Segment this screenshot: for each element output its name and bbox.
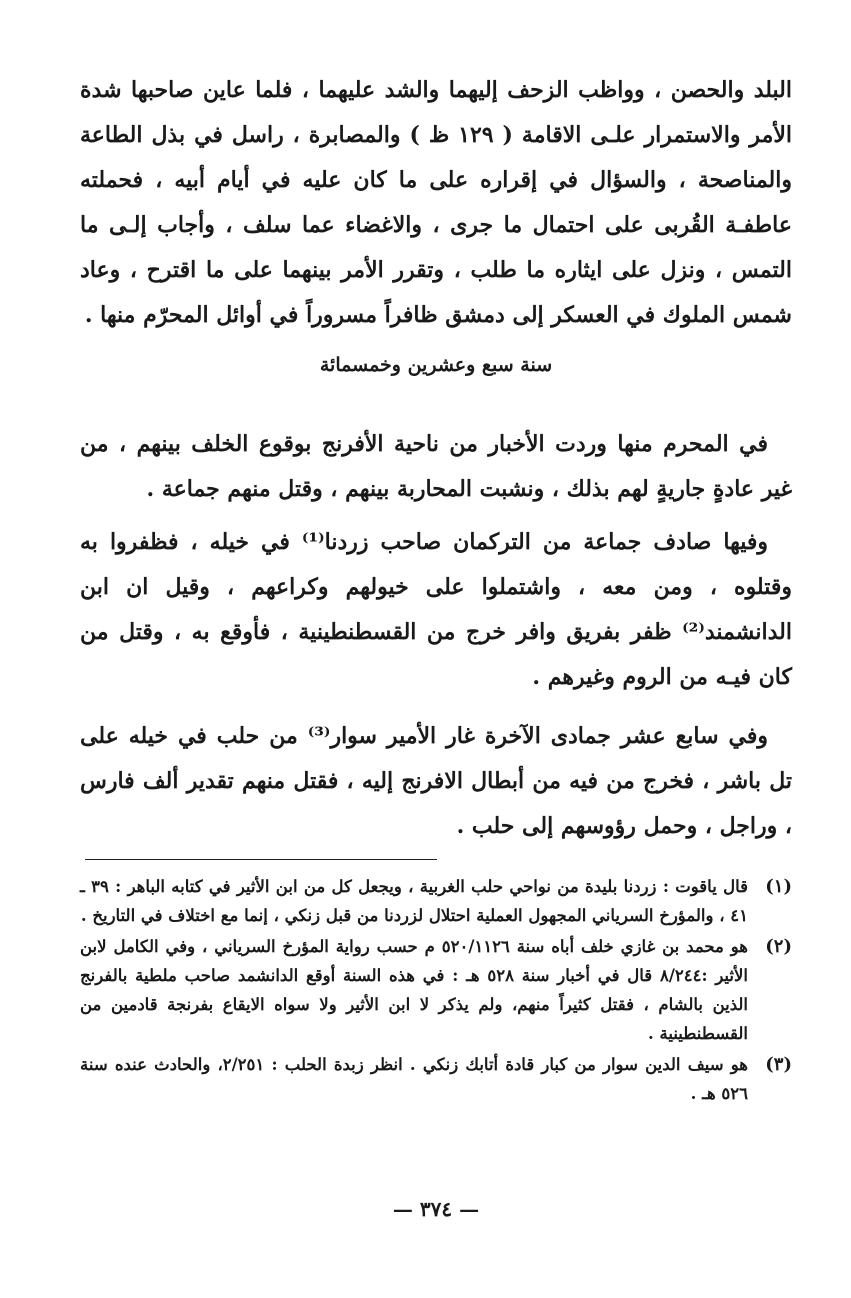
footnote-text: هو سيف الدين سوار من كبار قادة أتابك زنكي . انظر زبدة الحلب : ٢/٢٥١، والحادث عنده سنة ٥٢٦ هـ .: [80, 1055, 748, 1103]
footnotes: [80, 872, 792, 1110]
footnote-number: (٢): [765, 936, 792, 957]
footnote-3: [80, 1050, 792, 1108]
paragraph-sawar: وفي سابع عشر جمادى الآخرة غار الأمير سوار⁽³⁾ من حلب في خيله على تل باشر ، فخرج من فيه من أبطال الافرنج إليه ، فقتل منهم تقدير ألف فارس ، وراجل ، وحمل رؤوسهم إلى حلب .: [80, 723, 792, 839]
footnote-number: (٣): [765, 1054, 792, 1075]
footnote-number: (١): [765, 876, 792, 897]
footnote-2: [80, 932, 792, 1048]
footnote-text: قال ياقوت : زردنا بليدة من نواحي حلب الغربية ، ويجعل كل من ابن الأثير في كتابه الباهر : ٣٩ ـ ٤١ ، والمؤرخ السرياني المجهول العملية احتلال لزردنا من قبل زنكي ، إنما مع اختلاف في التاريخ .: [80, 877, 748, 925]
footnote-divider: [85, 859, 437, 860]
document-page: [80, 60, 792, 1240]
page-number: — ٣٧٤ —: [392, 1197, 480, 1221]
paragraph-muharram: في المحرم منها وردت الأخبار من ناحية الأفرنج بوقوع الخلف بينهم ، من غير عادةٍ جاريةٍ لهم بذلك ، ونشبت المحاربة بينهم ، وقتل منهم جماعة .: [80, 431, 792, 502]
section-heading: سنة سبع وعشرين وخمسمائة: [319, 354, 553, 376]
footnote-text: هو محمد بن غازي خلف أباه سنة ٥٢٠/١١٢٦ م حسب رواية المؤرخ السرياني ، وفي الكامل لابن الأثير :٨/٢٤٤ قال في أخبار سنة ٥٢٨ هـ : في هذه السنة أوقع الدانشمد صاحب ملطية بالفرنج الذين بالشام ، فقتل كثيراً منهم، ولم يذكر لا ابن الأثير ولا سواه الايقاع بفرنجة قادمين من القسطنطينية .: [80, 937, 748, 1043]
footnote-1: [80, 872, 792, 930]
paragraph-continuation: البلد والحصن ، وواظب الزحف إليهما والشد عليهما ، فلما عاين صاحبها شدة الأمر والاستمرار علـى الاقامة ( ١٢٩ ظ ) والمصابرة ، راسل في بذل الطاعة والمناصحة ، والسؤال في إقراره على ما كان عليه في أيام أبيه ، فحملته عاطفـة القُربى على احتمال ما جرى ، والاغضاء عما سلف ، وأجاب إلـى ما التمس ، ونزل على ايثاره ما طلب ، وتقرر الأمر بينهما على ما اقترح ، وعاد شمس الملوك في العسكر إلى دمشق ظافراً مسروراً في أوائل المحرّم منها .: [80, 77, 793, 328]
paragraph-turkmen: وفيها صادف جماعة من التركمان صاحب زردنا⁽¹⁾ في خيله ، فظفروا به وقتلوه ، ومن معه ، واشتملوا على خيولهم وكراعهم ، وقيل ان ابن الدانشمند⁽²⁾ ظفر بفريق وافر خرج من القسطنطينية ، فأوقع به ، وقتل من كان فيـه من الروم وغيرهم .: [80, 529, 792, 690]
